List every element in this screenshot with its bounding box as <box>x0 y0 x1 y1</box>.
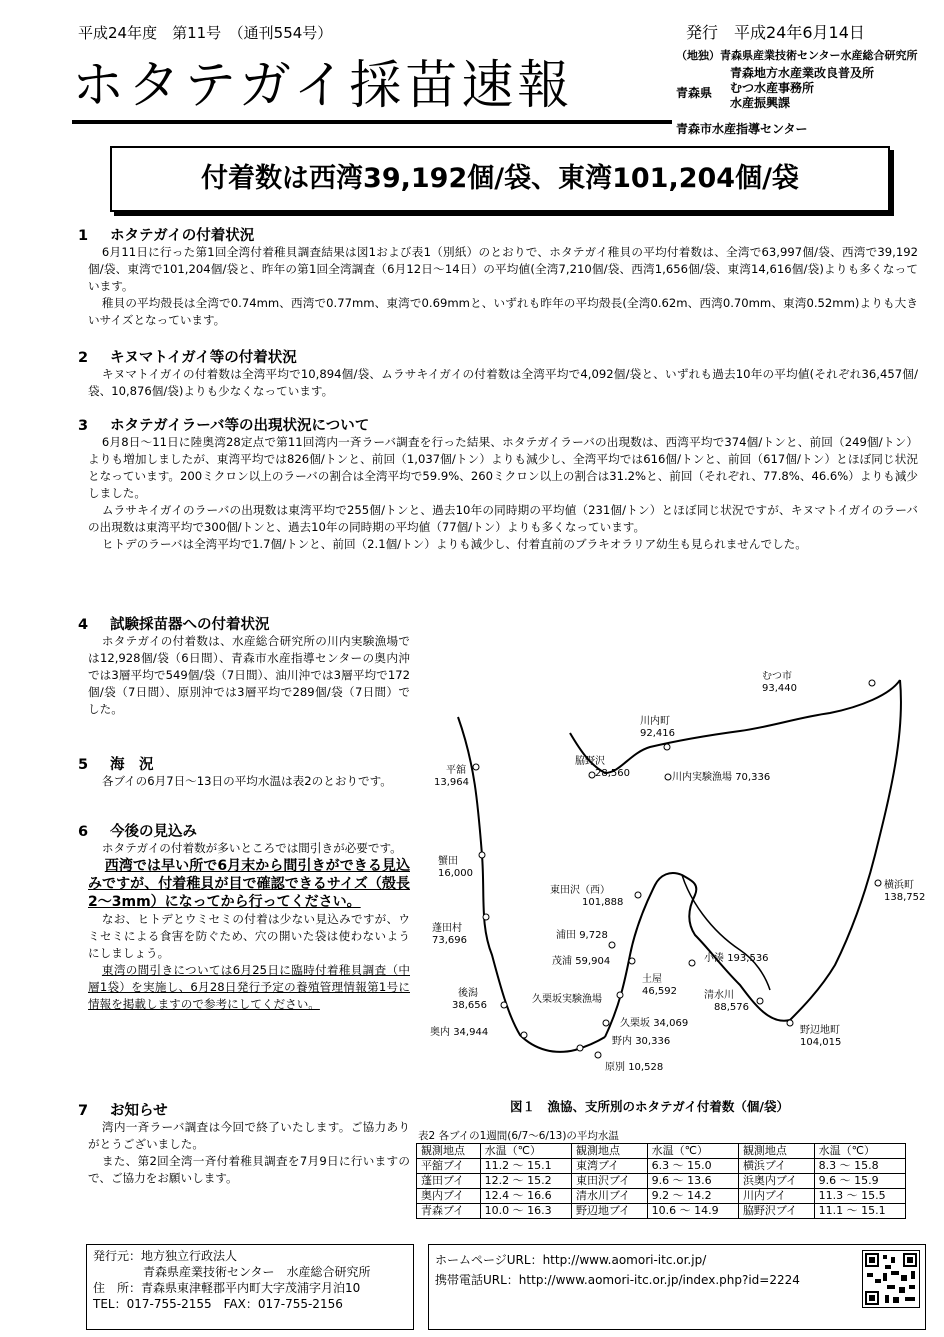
paragraph: ムラサキイガイのラーバの出現数は東湾平均で255個/トンと、過去10年の同時期の平均値（231個/トン）とほぼ同じ状況ですが、キヌマトイガイのラーバの出現数は東湾平均で300個/トンと、過去10年の同時期の平均値（77個/トン）よりも多くなっています。 <box>88 503 918 534</box>
table-caption: 表2 各ブイの1週間(6/7～6/13)の平均水温 <box>418 1130 619 1142</box>
table-cell: 青森ブイ <box>417 1204 481 1219</box>
station-marker <box>665 774 671 780</box>
table-cell: 横浜ブイ <box>738 1159 814 1174</box>
section-number: 1 <box>78 228 89 244</box>
page-title: ホタテガイ採苗速報 <box>72 56 574 116</box>
station-marker <box>609 942 615 948</box>
table-cell: 10.0 ～ 16.3 <box>480 1204 571 1219</box>
section-3-heading <box>74 414 369 435</box>
table-header-cell: 観測地点 <box>571 1144 647 1159</box>
map-label-tsuchiya: 土屋 46,592 <box>642 974 677 997</box>
station-marker <box>483 914 489 920</box>
map-caption: 図１ 漁協、支所別のホタテガイ付着数（個/袋） <box>510 1099 789 1114</box>
station-marker <box>757 998 763 1004</box>
map-label-kurisaka-exp: 久栗坂実験漁場 <box>532 994 602 1005</box>
section-7-heading <box>74 1099 168 1120</box>
table-cell: 奥内ブイ <box>417 1189 481 1204</box>
map-label-higashitazawa: 東田沢（西） 101,888 <box>550 885 624 908</box>
paragraph: 湾内一斉ラーバ調査は今回で終了いたします。ご協力ありがとうございました。 <box>88 1120 410 1151</box>
publish-date: 発行 平成24年6月14日 <box>686 23 865 42</box>
map-label-nonai: 野内 30,336 <box>612 1036 671 1047</box>
section-title: キヌマトイガイ等の付着状況 <box>110 350 297 366</box>
table-header-cell: 水温（℃） <box>647 1144 738 1159</box>
qr-code-icon <box>862 1250 920 1308</box>
table-header-cell: 観測地点 <box>417 1144 481 1159</box>
section-number: 5 <box>78 757 89 773</box>
paragraph: 稚貝の平均殻長は全湾で0.74mm、西湾で0.77mm、東湾で0.69mmと、いずれも昨年の平均殻長(全湾0.62m、西湾0.70mm、東湾0.52mm)よりも大きいサイズとなっています。 <box>88 296 918 327</box>
table-cell: 野辺地ブイ <box>571 1204 647 1219</box>
map-label-urata: 浦田 9,728 <box>556 930 608 941</box>
table-header-cell: 水温（℃） <box>814 1144 905 1159</box>
table-cell: 10.6 ～ 14.9 <box>647 1204 738 1219</box>
map-label-wakinosawa: 脇野沢 28,560 <box>575 756 630 779</box>
mobile-url[interactable]: 携帯電話URL：http://www.aomori-itc.or.jp/index.php?id=2224 <box>435 1273 800 1287</box>
section-number: 2 <box>78 350 89 366</box>
table-header-row <box>417 1144 906 1159</box>
map-label-noheji: 野辺地町 104,015 <box>800 1025 842 1048</box>
org-item: 水産振興課 <box>730 96 791 110</box>
paragraph: なお、ヒトデとウミセミの付着は少ない見込みですが、ウミセミによる食害を防ぐため、穴の開いた袋は使わないようにしましょう。 <box>88 912 410 960</box>
publisher-box <box>86 1244 414 1330</box>
publisher-org: 青森県産業技術センター 水産総合研究所 <box>143 1265 371 1279</box>
section-5-heading <box>74 753 154 774</box>
station-marker <box>787 1020 793 1026</box>
map-label-kanita: 蟹田 16,000 <box>438 856 473 879</box>
section-1-heading <box>74 224 254 245</box>
table-cell: 11.3 ～ 15.5 <box>814 1189 905 1204</box>
section-title: ホタテガイの付着状況 <box>110 228 255 244</box>
station-marker <box>664 744 670 750</box>
station-marker <box>689 960 695 966</box>
issue-number: 平成24年度 第11号 （通刊554号） <box>78 24 333 42</box>
table-cell: 東湾ブイ <box>571 1159 647 1174</box>
table-cell: 平舘ブイ <box>417 1159 481 1174</box>
station-marker <box>617 992 623 998</box>
station-marker <box>869 680 875 686</box>
headline: 付着数は西湾39,192個/袋、東湾101,204個/袋 <box>201 163 799 194</box>
station-marker <box>629 958 635 964</box>
section-5-body <box>88 773 410 790</box>
table-cell: 9.2 ～ 14.2 <box>647 1189 738 1204</box>
paragraph: ヒトデのラーバは全湾平均で1.7個/トンと、前回（2.1個/トン）よりも減少し、付着直前のブラキオラリア幼生も見られませんでした。 <box>101 537 807 551</box>
table-cell: 9.6 ～ 15.9 <box>814 1174 905 1189</box>
map-label-yomogita: 蓬田村 73,696 <box>432 923 467 946</box>
station-marker <box>479 852 485 858</box>
pref-label: 青森県 <box>676 86 713 100</box>
table-cell: 蓬田ブイ <box>417 1174 481 1189</box>
headline-box <box>110 146 890 212</box>
org-item: 青森地方水産業改良普及所 <box>730 66 875 80</box>
section-6-heading <box>74 820 197 841</box>
org-item: むつ水産事務所 <box>730 81 815 95</box>
station-marker <box>521 1032 527 1038</box>
map-label-moura: 茂浦 59,904 <box>552 956 611 967</box>
table-cell: 8.3 ～ 15.8 <box>814 1159 905 1174</box>
station-marker <box>635 892 641 898</box>
table-row <box>417 1189 906 1204</box>
section-7-body <box>88 1119 410 1187</box>
homepage-url[interactable]: ホームページURL：http://www.aomori-itc.or.jp/ <box>435 1253 707 1267</box>
section-title: 海 況 <box>110 757 154 773</box>
table-cell: 9.6 ～ 13.6 <box>647 1174 738 1189</box>
map-label-kawauchi: 川内町 92,416 <box>640 716 675 739</box>
section-title: お知らせ <box>110 1103 168 1119</box>
section-1-body <box>88 244 918 329</box>
underlined-paragraph: 東湾の間引きについては6月25日に臨時付着稚貝調査（中層1袋）を実施し、6月28日発行予定の養殖管理情報第1号に情報を掲載しますので参考にしてください。 <box>88 963 410 1011</box>
org-list <box>730 66 874 111</box>
table-header-cell: 水温（℃） <box>480 1144 571 1159</box>
publisher-phone: TEL：017-755-2155 FAX：017-755-2156 <box>93 1297 343 1311</box>
section-6-body <box>88 840 410 1013</box>
station-marker <box>595 1052 601 1058</box>
station-marker <box>875 880 881 886</box>
station-marker <box>501 1002 507 1008</box>
section-3-body <box>88 434 918 553</box>
section-title: ホタテガイラーバ等の出現状況について <box>110 418 370 434</box>
table-row <box>417 1159 906 1174</box>
map-label-okunai: 奥内 34,944 <box>430 1027 489 1038</box>
url-box <box>428 1244 926 1330</box>
org-main: （地独）青森県産業技術センター水産総合研究所 <box>676 49 918 62</box>
table-cell: 浜奥内ブイ <box>738 1174 814 1189</box>
table-cell: 川内ブイ <box>738 1189 814 1204</box>
paragraph: また、第2回全湾一斉付着稚貝調査を7月9日に行いますので、ご協力をお願いします。 <box>88 1154 410 1185</box>
table-cell: 清水川ブイ <box>571 1189 647 1204</box>
temperature-table <box>416 1143 906 1219</box>
section-number: 3 <box>78 418 89 434</box>
table-cell: 東田沢ブイ <box>571 1174 647 1189</box>
map-label-kurisaka: 久栗坂 34,069 <box>620 1018 689 1029</box>
map-label-mutsu: むつ市 93,440 <box>762 671 797 694</box>
table-cell: 11.1 ～ 15.1 <box>814 1204 905 1219</box>
table-cell: 脇野沢ブイ <box>738 1204 814 1219</box>
table-row <box>417 1204 906 1219</box>
section-4-body <box>88 633 410 718</box>
paragraph: キヌマトイガイの付着数は全湾平均で10,894個/袋、ムラサキイガイの付着数は全湾平均で4,092個/袋と、いずれも過去10年の平均値(それぞれ36,457個/袋、10,876個/袋)よりも少なくなっています。 <box>88 367 918 398</box>
station-marker <box>603 1020 609 1026</box>
table-cell: 12.2 ～ 15.2 <box>480 1174 571 1189</box>
station-marker <box>577 1045 583 1051</box>
paragraph: 6月8日～11日に陸奥湾28定点で第11回湾内一斉ラーバ調査を行った結果、ホタテガイラーバの出現数は、西湾平均で374個/トンと、前回（249個/トン）よりも増加しましたが、東湾平均では826個/トンと、前回（1,037個/トン）よりも減少し、全湾平均では616個/トンと、前回（617個/トン）とほぼ同じ状況となっています。200ミクロン以上のラーバの割合は全湾平均で59.9%、260ミクロン以上の割合は31.2%と、前回（それぞれ、77.8%、46.6%）よりも減少しました。 <box>88 435 918 500</box>
table-cell: 11.2 ～ 15.1 <box>480 1159 571 1174</box>
table-cell: 12.4 ～ 16.6 <box>480 1189 571 1204</box>
section-2-body <box>88 366 918 400</box>
table-row <box>417 1174 906 1189</box>
paragraph: ホタテガイの付着数が多いところでは間引きが必要です。 <box>101 841 402 855</box>
paragraph: 各ブイの6月7日～13日の平均水温は表2のとおりです。 <box>101 774 392 788</box>
map-label-yokohama: 横浜町 138,752 <box>884 880 926 903</box>
map-label-shimizugawa: 清水川 88,576 <box>704 990 749 1013</box>
table-cell: 6.3 ～ 15.0 <box>647 1159 738 1174</box>
section-2-heading <box>74 346 297 367</box>
map-label-tairadate: 平舘 13,964 <box>434 765 469 788</box>
map-label-harabetsu: 原別 10,528 <box>605 1062 664 1073</box>
map-label-kominato: 小湊 193,536 <box>704 953 769 964</box>
publisher-address: 住 所：青森県東津軽郡平内町大字茂浦字月泊10 <box>93 1281 361 1295</box>
section-number: 4 <box>78 617 89 633</box>
map-label-kawauchi-exp: 川内実験漁場 70,336 <box>672 772 771 783</box>
east-coastline <box>790 680 901 1020</box>
paragraph: ホタテガイの付着数は、水産総合研究所の川内実験漁場では12,928個/袋（6日間）、青森市水産指導センターの奥内沖では3層平均で549個/袋（7日間）、油川沖では3層平均で172個/袋（7日間）、原別沖では3層平均で289個/袋（7日間）でした。 <box>88 634 410 716</box>
map-label-ushirogata: 後潟 38,656 <box>452 988 487 1011</box>
emphasis-paragraph: 西湾では早い所で6月末から間引きができる見込みですが、付着稚貝が目で確認できるサイズ（殻長2～3mm）になってから行ってください。 <box>88 858 410 910</box>
section-title: 今後の見込み <box>110 824 197 840</box>
paragraph: 6月11日に行った第1回全湾付着稚貝調査結果は図1および表1（別紙）のとおりで、ホタテガイ稚貝の平均付着数は、全湾で63,997個/袋、西湾で39,192個/袋、東湾で101,204個/袋と、昨年の第1回全湾調査（6月12日～14日）の平均値(全湾7,210個/袋、西湾1,656個/袋、東湾14,616個/袋)よりも多くなっています。 <box>88 245 918 293</box>
section-number: 7 <box>78 1103 89 1119</box>
section-4-heading <box>74 613 270 634</box>
section-title: 試験採苗器への付着状況 <box>110 617 270 633</box>
title-rule <box>72 120 672 124</box>
table-header-cell: 観測地点 <box>738 1144 814 1159</box>
section-number: 6 <box>78 824 89 840</box>
publisher-line: 発行元：地方独立行政法人 <box>93 1249 238 1263</box>
org-city: 青森市水産指導センター <box>676 122 808 136</box>
station-marker <box>473 764 479 770</box>
